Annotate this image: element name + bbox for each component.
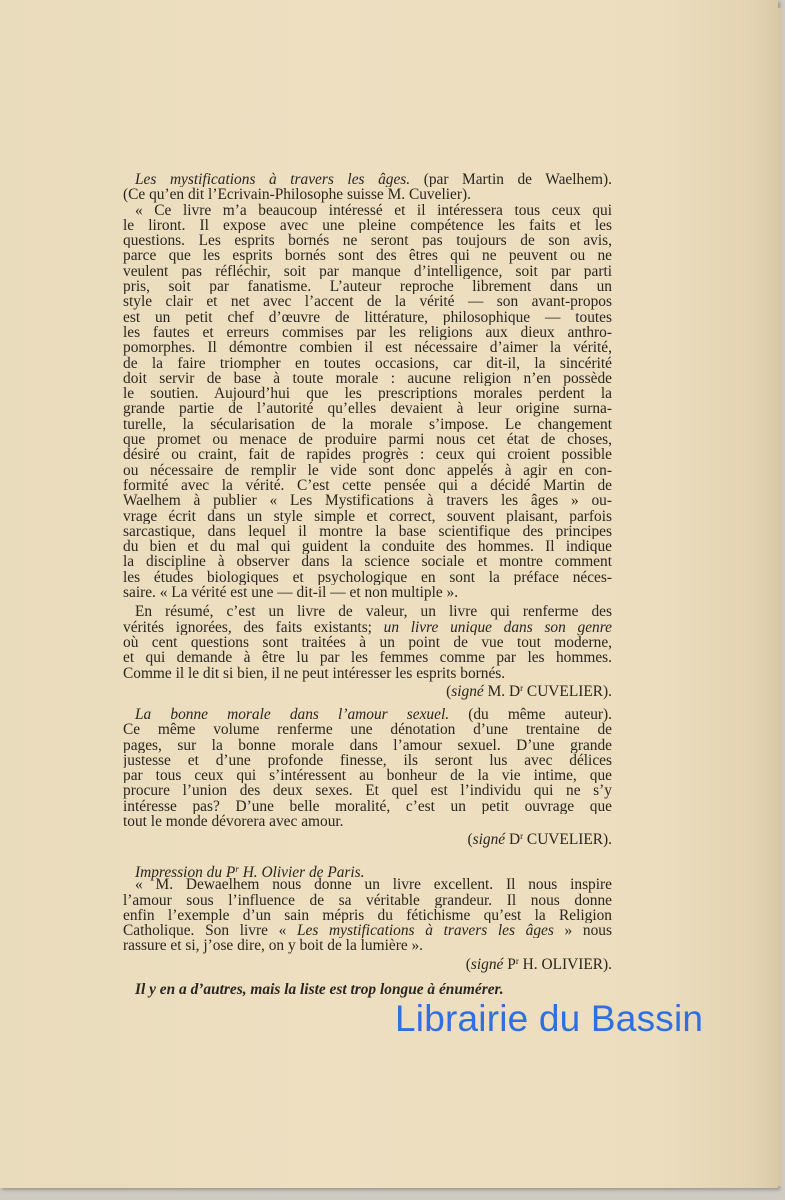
italic-text: r bbox=[235, 864, 239, 874]
text-line bbox=[123, 768, 612, 783]
text-segment: l’amour sous l’influence de sa véritable grandeur. Il nous donne bbox=[123, 892, 612, 908]
text-segment: style clair et net avec l’accent de la vérité — son avant-propos bbox=[123, 294, 612, 310]
text-segment: H. OLIVIER). bbox=[518, 955, 612, 973]
text-segment: désiré ou craint, fait de rapides progrès : ceux qui croient possible bbox=[123, 447, 612, 463]
text-line bbox=[123, 172, 612, 187]
text-segment: formité avec la vérité. C’est cette pensée qui a décidé Martin de bbox=[123, 477, 612, 494]
text-line bbox=[123, 554, 612, 569]
text-line bbox=[123, 570, 612, 585]
text-segment: et qui demande à être lu par les femmes comme par les hommes. bbox=[123, 650, 612, 666]
text-segment: M. D bbox=[483, 682, 521, 700]
text-line bbox=[123, 187, 612, 202]
text-segment: le liront. Il expose avec une pleine compétence les faits et les bbox=[123, 217, 612, 234]
italic-text: Les mystifications à travers les âges. bbox=[135, 172, 411, 188]
text-segment: turelle, la sécularisation de la morale s’impose. Le changement bbox=[123, 416, 612, 433]
text-segment: « Ce livre m’a beaucoup intéressé et il intéressera tous ceux qui bbox=[135, 202, 612, 218]
text-segment: où cent questions sont traitées à un point de vue tout moderne, bbox=[123, 634, 612, 651]
text-segment: vrage écrit dans un style simple et correct, souvent plaisant, parfois bbox=[123, 508, 612, 524]
italic-text: signé bbox=[451, 682, 484, 700]
text-segment: justesse et d’une profonde finesse, ils seront lus avec délices bbox=[123, 752, 612, 769]
text-segment: (du même auteur). bbox=[449, 707, 612, 723]
text-segment: que promet ou menace de produire parmi nous cet état de choses, bbox=[123, 432, 612, 448]
text-line bbox=[123, 509, 612, 524]
text-line bbox=[123, 371, 612, 386]
signature-line bbox=[123, 954, 612, 973]
text-line bbox=[123, 524, 612, 539]
text-segment: parce que les esprits bornés sont des êtres qui ne peuvent ou ne bbox=[123, 248, 612, 264]
text-segment: » nous bbox=[553, 923, 612, 939]
italic-text: signé bbox=[472, 831, 506, 849]
text-line bbox=[123, 908, 612, 923]
text-segment: P bbox=[503, 955, 516, 973]
text-line bbox=[123, 401, 612, 416]
text-segment: pomorphes. Il démontre combien il est nécessaire d’aimer la vérité, bbox=[123, 340, 612, 356]
text-line bbox=[123, 325, 612, 340]
text-segment: En résumé, c’est un livre de valeur, un livre qui renferme des bbox=[135, 604, 612, 620]
italic-text: un livre unique dans son genre bbox=[383, 619, 612, 635]
text-segment: D bbox=[505, 831, 521, 849]
text-segment: tout le monde dévorera avec amour. bbox=[123, 813, 344, 831]
text-segment: ou nécessaire de remplir le vide sont donc appelés à agir en con- bbox=[123, 462, 612, 478]
text-line bbox=[123, 635, 612, 650]
text-line bbox=[123, 417, 612, 432]
text-segment: procure l’union des deux sexes. Et quel est l’individu qui ne s’y bbox=[123, 783, 612, 799]
italic-text: Il y en a d’autres, mais la liste est trop longue à énumérer. bbox=[135, 981, 504, 998]
text-line bbox=[123, 248, 612, 263]
text-segment: ( bbox=[467, 831, 473, 849]
italic-text: Impression du P bbox=[135, 864, 236, 881]
text-line bbox=[123, 463, 612, 478]
text-segment: du bien et du mal qui guident la conduite des hommes. Il indique bbox=[123, 539, 612, 555]
italic-text: signé bbox=[470, 955, 504, 973]
text-line bbox=[123, 203, 612, 218]
text-segment: enfin l’exemple d’un sain mépris du fétichisme qu’est la Religion bbox=[123, 907, 612, 924]
text-segment: saire. « La vérité est une — dit-il — et non multiple ». bbox=[123, 584, 459, 602]
text-segment: CUVELIER). bbox=[523, 831, 612, 849]
text-segment: grande partie de l’autorité qu’elles devaient à leur origine surna- bbox=[123, 401, 612, 417]
text-segment: (Ce qu’en dit l’Ecrivain-Philosophe suisse M. Cuvelier). bbox=[123, 186, 471, 204]
signature-line bbox=[123, 681, 612, 700]
text-segment: r bbox=[515, 955, 519, 966]
text-segment: les fautes et erreurs commises par les religions aux dieux anthro- bbox=[123, 324, 612, 341]
text-segment: veulent pas réfléchir, soit par manque d’intelligence, soit par parti bbox=[123, 263, 612, 280]
text-line bbox=[123, 233, 612, 248]
text-line bbox=[123, 650, 612, 665]
text-segment: « M. Dewaelhem nous donne un livre excellent. Il nous inspire bbox=[135, 877, 612, 893]
text-line bbox=[123, 799, 612, 814]
text-line bbox=[123, 982, 612, 997]
text-line bbox=[123, 493, 612, 508]
text-line bbox=[123, 862, 612, 881]
text-segment: ( bbox=[446, 682, 452, 700]
italic-text: Les mystifications à travers les âges bbox=[296, 923, 554, 939]
text-segment: intéresse pas? D’une belle moralité, c’est un petit ouvrage que bbox=[123, 798, 612, 815]
review-bonne-morale bbox=[123, 707, 612, 849]
text-line bbox=[123, 893, 612, 908]
text-segment: rassure et si, j’ose dire, on y boit de la lumière ». bbox=[123, 937, 424, 955]
text-segment: CUVELIER). bbox=[523, 682, 612, 700]
text-segment: de la faire triompher en toutes occasions, car dit-il, la sincérité bbox=[123, 355, 612, 371]
text-line bbox=[123, 938, 612, 953]
text-line bbox=[123, 814, 612, 829]
review-mystifications bbox=[123, 172, 612, 700]
text-line bbox=[123, 432, 612, 447]
watermark: Librairie du Bassin bbox=[395, 998, 704, 1039]
closing-remark bbox=[123, 982, 612, 997]
text-line bbox=[123, 356, 612, 371]
text-line bbox=[123, 478, 612, 493]
text-segment: Catholique. Son livre « bbox=[123, 923, 297, 939]
text-segment: est un petit chef d’œuvre de littérature, philosophique — toutes bbox=[123, 309, 612, 325]
italic-text: La bonne morale dans l’amour sexuel. bbox=[135, 707, 450, 723]
text-line bbox=[123, 783, 612, 798]
text-segment: vérités ignorées, des faits existants; bbox=[123, 619, 384, 635]
text-segment: pages, sur la bonne morale dans l’amour sexuel. D’une grande bbox=[123, 737, 612, 753]
text-segment: les études biologiques et psychologique en sont la préface néces- bbox=[123, 569, 612, 586]
text-segment: Comme il le dit si bien, il ne peut intéresser les esprits bornés. bbox=[123, 664, 506, 682]
text-line bbox=[123, 264, 612, 279]
text-line bbox=[123, 279, 612, 294]
text-line bbox=[123, 666, 612, 681]
text-line bbox=[123, 722, 612, 737]
text-segment: Ce même volume renferme une dénotation d’une trentaine de bbox=[123, 722, 612, 738]
text-segment: ( bbox=[465, 955, 471, 973]
text-line bbox=[123, 738, 612, 753]
text-line bbox=[123, 604, 612, 619]
text-line bbox=[123, 620, 612, 635]
text-line bbox=[123, 294, 612, 309]
text-line bbox=[123, 877, 612, 892]
text-line bbox=[123, 585, 612, 600]
text-segment: Waelhem à publier « Les Mystifications à travers les âges » ou- bbox=[123, 493, 612, 509]
text-line bbox=[123, 753, 612, 768]
text-segment: r bbox=[520, 831, 524, 842]
text-segment: questions. Les esprits bornés ne seront pas toujours de son avis, bbox=[123, 233, 612, 249]
signature-line bbox=[123, 829, 612, 849]
text-segment: doit servir de base à toute morale : aucune religion n’en possède bbox=[123, 370, 612, 387]
text-line bbox=[123, 340, 612, 355]
text-line bbox=[123, 923, 612, 938]
italic-text: H. Olivier de Paris. bbox=[238, 864, 365, 881]
text-line bbox=[123, 218, 612, 233]
text-segment: r bbox=[520, 682, 524, 693]
text-segment: par tous ceux qui s’intéressent au bonheur de la vie intime, que bbox=[123, 768, 612, 784]
text-segment: sarcastique, dans lequel il montre la base scientifique des principes bbox=[123, 523, 612, 540]
review-olivier bbox=[123, 862, 612, 973]
text-line bbox=[123, 539, 612, 554]
text-line bbox=[123, 447, 612, 462]
text-segment: pris, soit par fanatisme. L’auteur reproche librement dans un bbox=[123, 279, 612, 295]
text-line bbox=[123, 386, 612, 401]
text-segment: le soutien. Aujourd’hui que les prescriptions morales perdent la bbox=[123, 386, 612, 402]
text-line bbox=[123, 707, 612, 722]
text-segment: (par Martin de Waelhem). bbox=[410, 172, 612, 188]
text-segment: la discipline à observer dans la science sociale et montre comment bbox=[123, 554, 612, 570]
text-line bbox=[123, 310, 612, 325]
